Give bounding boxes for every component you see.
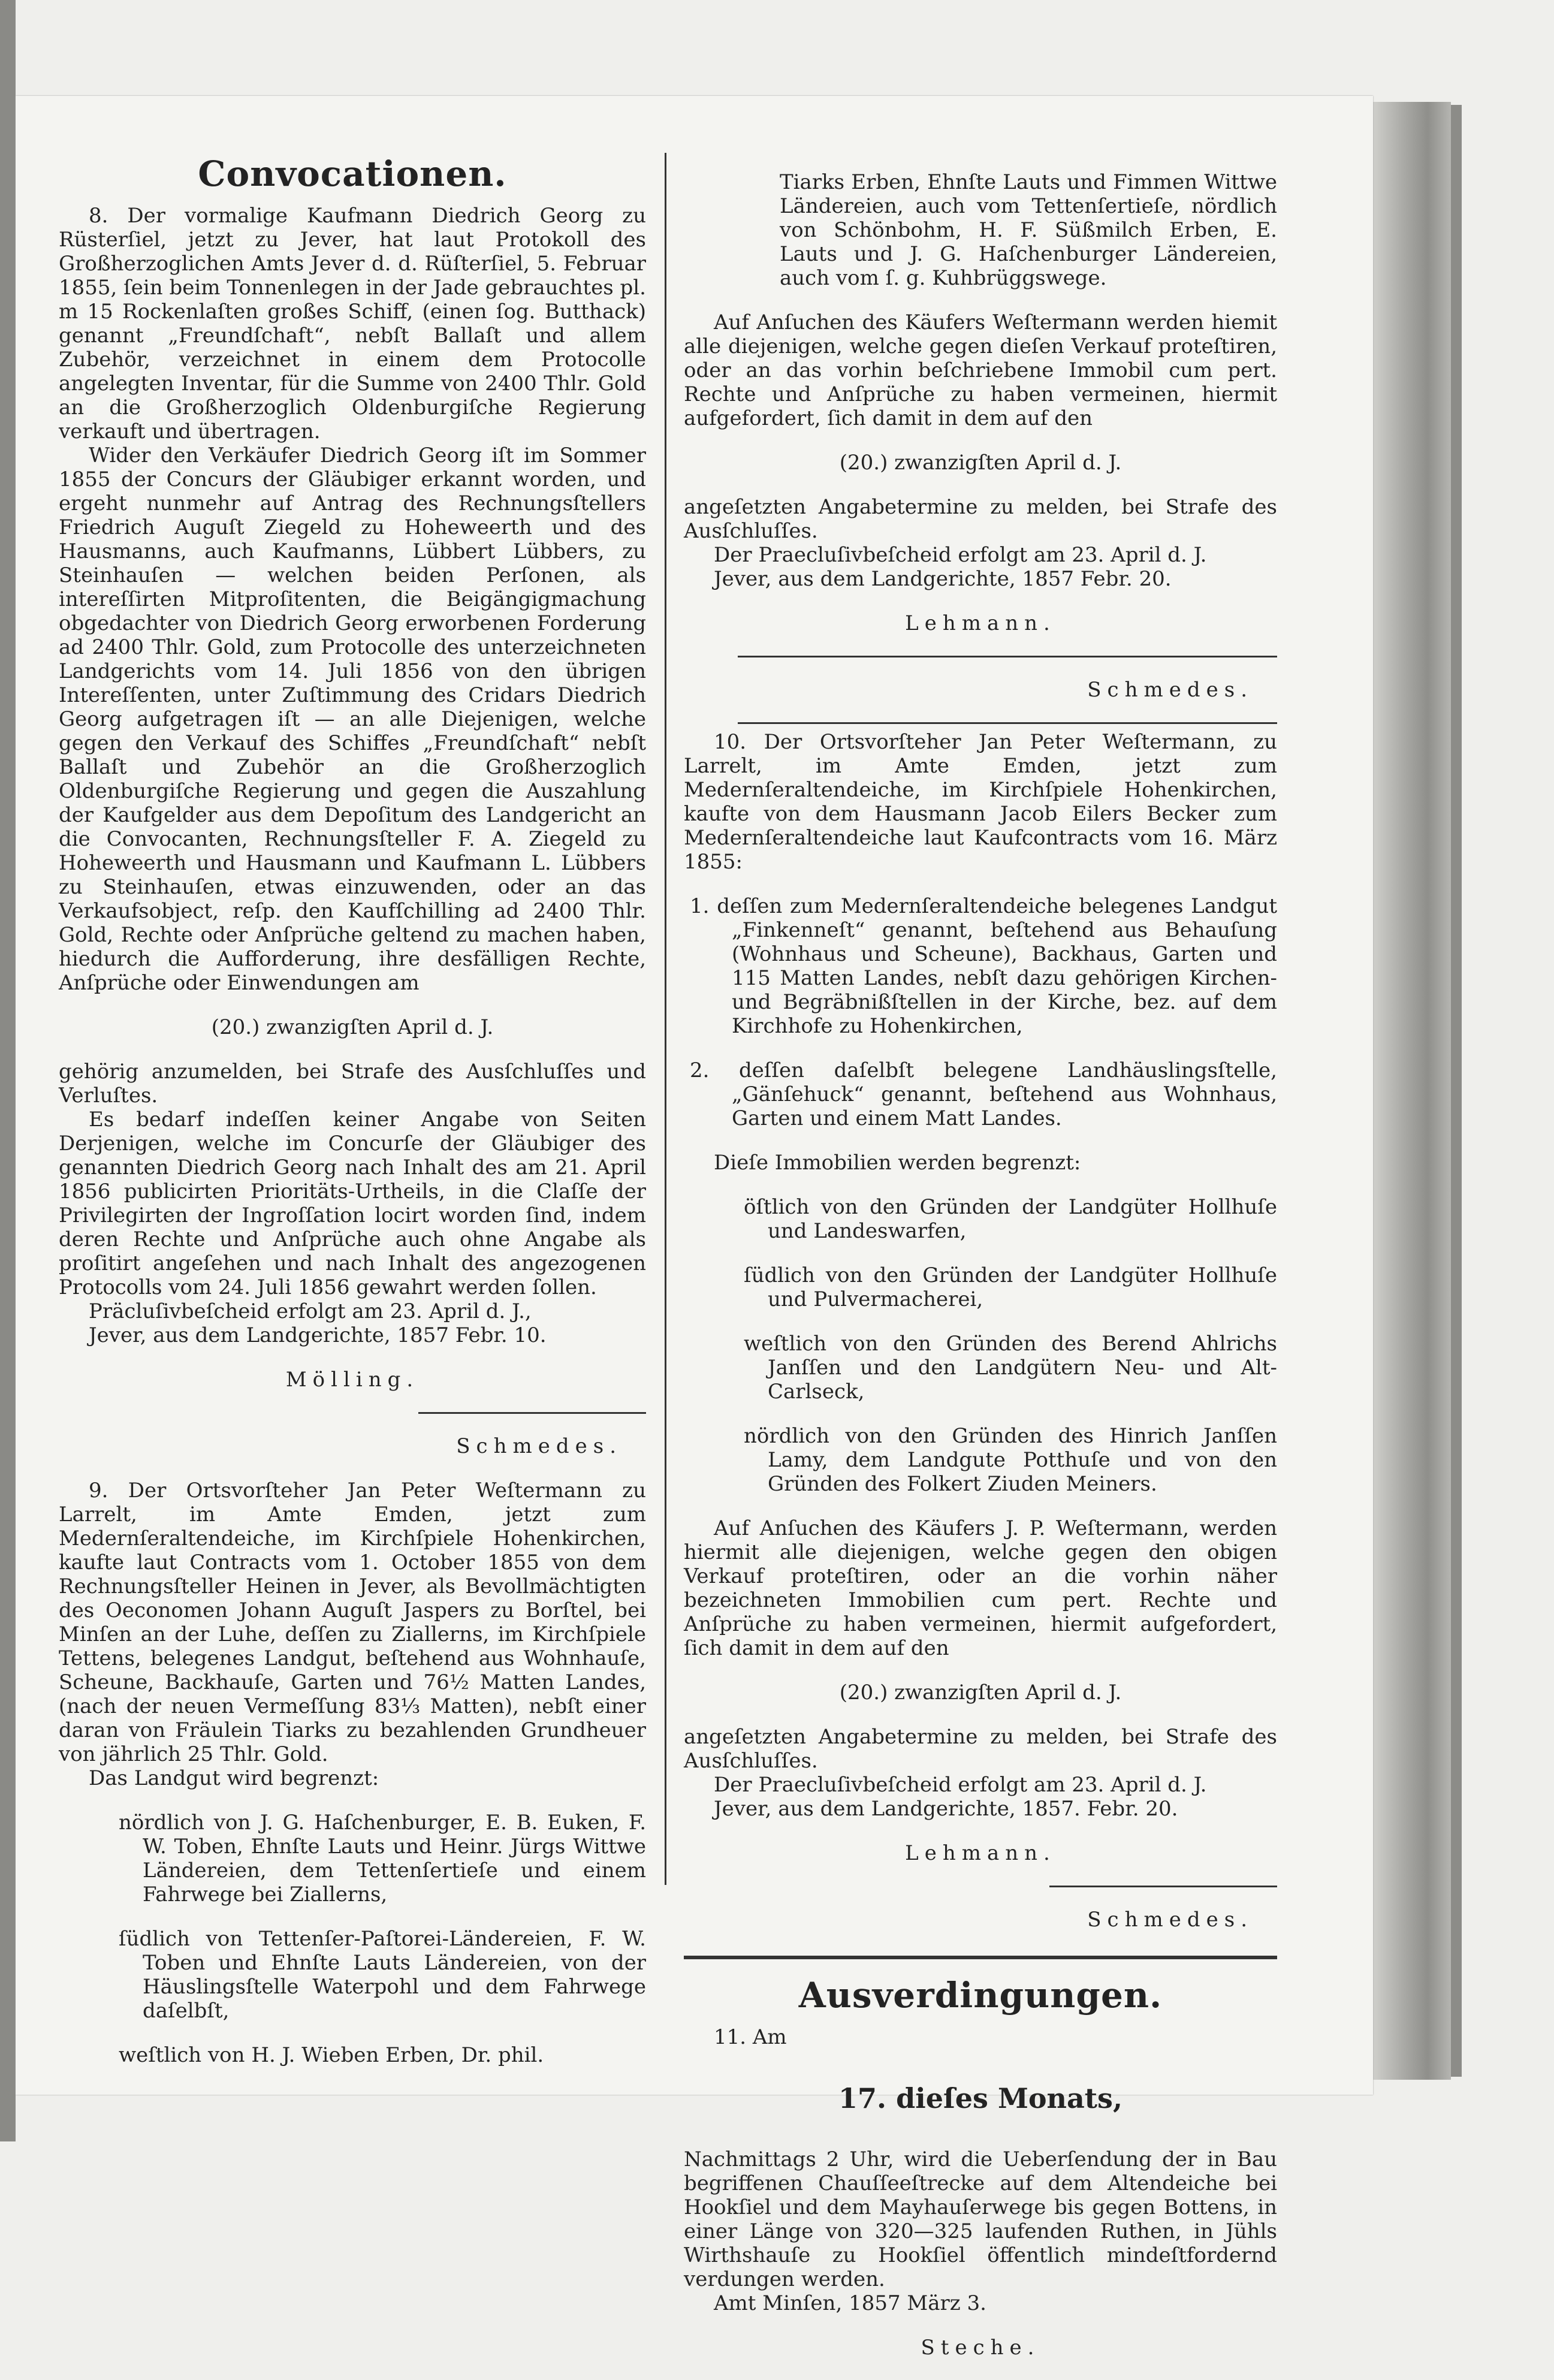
notice-9-date: (20.) zwanzigſten April d. J. bbox=[839, 451, 1122, 475]
book-binding bbox=[1373, 102, 1451, 2080]
notice-8-paragraph: Präcluſivbeſcheid erfolgt am 23. April d. J., bbox=[89, 1299, 532, 1323]
signature-rule bbox=[738, 656, 1277, 657]
section-heading-convocationen: Convocationen. bbox=[198, 153, 507, 194]
notice-11-paragraph: Nachmittags 2 Uhr, wird die Ueberſendung der in Bau begriffenen Chauſſeeſtrecke auf dem Altendeiche bei Hookſiel und dem Mayhauſerwege bis gegen Bottens, in einer Länge von 320—325 laufenden Ruthen, in Jühls Wirthshauſe zu Hookſiel öffentlich mindeſtfordernd verdungen werden. bbox=[684, 2147, 1277, 2291]
notice-10-date: (20.) zwanzigſten April d. J. bbox=[839, 1681, 1122, 1705]
notice-10-boundary: öſtlich von den Gründen der Landgüter Hollhuſe und Landeswarfen, bbox=[744, 1195, 1277, 1243]
scan-border bbox=[0, 0, 16, 2141]
column-divider bbox=[665, 153, 666, 1885]
notice-10-paragraph: Dieſe Immobilien werden begrenzt: bbox=[714, 1151, 1081, 1175]
notice-9-paragraph: Auf Anſuchen des Käufers Weſtermann werden hiemit alle diejenigen, welche gegen dieſen Verkauf proteſtiren, oder an das vorhin beſchriebene Immobil cum pert. Rechte und Anſprüche zu haben vermeinen, hiermit aufgefordert, ſich damit in dem auf den bbox=[684, 310, 1277, 430]
notice-9-boundary: nördlich von J. G. Haſchenburger, E. B. Euken, F. W. Toben, Ehnſte Lauts und Heinr. Jürgs Wittwe Ländereien, dem Tettenſertieſe und einem Fahrwege bei Ziallerns, bbox=[119, 1811, 646, 1907]
notice-9-paragraph: Der Praecluſivbeſcheid erfolgt am 23. April d. J. bbox=[714, 543, 1207, 567]
notice-8-signature: Mölling. bbox=[285, 1368, 420, 1392]
notice-8-paragraph: Es bedarf indeſſen keiner Angabe von Seiten Derjenigen, welche im Concurſe der Gläubiger des genannten Diedrich Georg nach Inhalt des am 21. April 1856 publicirten Prioritäts-Urtheils, in die Claſſe der Privilegirten der Ingroſſation locirt worden ſind, indem deren Rechte und Anſprüche auch ohne Angabe als proſitirt angeſehen und nach Inhalt des angezogenen Protocolls vom 24. Juli 1856 gewahrt werden ſollen. bbox=[59, 1108, 646, 1299]
notice-10-signature: Lehmann. bbox=[905, 1841, 1056, 1865]
notice-10-countersignature: Schmedes. bbox=[1087, 1908, 1253, 1932]
notice-8-date: (20.) zwanzigſten April d. J. bbox=[211, 1015, 494, 1039]
notice-9-paragraph: Das Landgut wird begrenzt: bbox=[89, 1766, 379, 1790]
notice-8-paragraph: Wider den Verkäufer Diedrich Georg iſt im Sommer 1855 der Concurs der Gläubiger erkannt worden, und ergeht nunmehr auf Antrag des Rechnungsſtellers Friedrich Auguſt Ziegeld zu Hoheweerth und des Hausmanns, auch Kaufmanns, Lübbert Lübbers, zu Steinhauſen — welchen beiden Perſonen, als intereſſirten Mitproſitenten, die Beigängigmachung obgedachter von Diedrich Georg erworbenen Forderung ad 2400 Thlr. Gold, zum Protocolle des unterzeichneten Landgerichts vom 14. Juli 1856 von den übrigen Intereſſenten, unter Zuſtimmung des Cridars Diedrich Georg aufgetragen iſt — an alle Diejenigen, welche gegen den Verkauf des Schiffes „Freundſchaft“ nebſt Ballaſt und Zubehör an die Großherzoglich Oldenburgiſche Regierung und gegen die Auszahlung der Kaufgelder aus dem Depoſitum des Landgericht an die Convocanten, Rechnungsſteller F. A. Ziegeld zu Hoheweerth und Hausmann und Kaufmann L. Lübbers zu Steinhauſen, etwas einzuwenden, oder an das Verkaufsobject, reſp. den Kaufſchilling ad 2400 Thlr. Gold, Rechte oder Anſprüche geltend zu machen haben, hiedurch die Aufforderung, ihre desfälligen Rechte, Anſprüche oder Einwendungen am bbox=[59, 444, 646, 995]
binding-edge bbox=[1451, 105, 1462, 2077]
notice-9-place-date: Jever, aus dem Landgerichte, 1857 Febr. 20. bbox=[714, 567, 1172, 591]
notice-11-signature: Steche. bbox=[921, 2336, 1040, 2360]
signature-rule bbox=[418, 1412, 646, 1414]
notice-10-paragraph: Auf Anſuchen des Käufers J. P. Weſtermann, werden hiermit alle diejenigen, welche gegen den obigen Verkauf proteſtiren, oder an die vorhin näher bezeichneten Immobilien cum pert. Rechte und Anſprüche zu haben vermeinen, hiermit aufgefordert, ſich damit in dem auf den bbox=[684, 1516, 1277, 1660]
section-rule bbox=[684, 1956, 1277, 1959]
right-column bbox=[684, 150, 1277, 2380]
notice-8-paragraph: 8. Der vormalige Kaufmann Diedrich Georg zu Rüsterſiel, jetzt zu Jever, hat laut Protokoll des Großherzoglichen Amts Jever d. d. Rüſterſiel, 5. Februar 1855, ſein beim Tonnenlegen in der Jade gebrauchtes pl. m 15 Rockenlaſten großes Schiff, (einen ſog. Butthack) genannt „Freundſchaft“, nebſt Ballaſt und allem Zubehör, verzeichnet in einem dem Protocolle angelegten Inventar, für die Summe von 2400 Thlr. Gold an die Großherzoglich Oldenburgiſche Regierung verkauft und übertragen. bbox=[59, 204, 646, 444]
notice-9-boundary: weſtlich von H. J. Wieben Erben, Dr. phil. bbox=[119, 2043, 544, 2067]
notice-8-place-date: Jever, aus dem Landgerichte, 1857 Febr. 10. bbox=[89, 1323, 547, 1347]
notice-10-item: 2. deſſen daſelbſt belegene Landhäuslingsſtelle, „Gänſehuck“ genannt, beſtehend aus Wohnhaus, Garten und einem Matt Landes. bbox=[690, 1058, 1277, 1130]
left-column bbox=[59, 150, 646, 2088]
notice-10-boundary: ſüdlich von den Gründen der Landgüter Hollhuſe und Pulvermacherei, bbox=[744, 1263, 1277, 1311]
notice-11-place-date: Amt Minſen, 1857 März 3. bbox=[714, 2291, 986, 2315]
section-heading-ausverdingungen: Ausverdingungen. bbox=[798, 1975, 1163, 2016]
signature-rule bbox=[738, 722, 1277, 724]
notice-10-paragraph: Der Praecluſivbeſcheid erfolgt am 23. April d. J. bbox=[714, 1773, 1207, 1797]
notice-8-paragraph: gehörig anzumelden, bei Strafe des Ausſchluſſes und Verluſtes. bbox=[59, 1060, 646, 1108]
notice-10-boundary: nördlich von den Gründen des Hinrich Janſſen Lamy, dem Landgute Potthuſe und von den Gründen des Folkert Ziuden Meiners. bbox=[744, 1424, 1277, 1496]
notice-10-paragraph: angeſetzten Angabetermine zu melden, bei Strafe des Ausſchluſſes. bbox=[684, 1725, 1277, 1773]
signature-rule bbox=[1049, 1886, 1277, 1887]
notice-8-countersignature: Schmedes. bbox=[456, 1434, 622, 1458]
notice-9-signature: Lehmann. bbox=[905, 611, 1056, 635]
notice-9-paragraph: angeſetzten Angabetermine zu melden, bei Strafe des Ausſchluſſes. bbox=[684, 495, 1277, 543]
notice-9-paragraph: 9. Der Ortsvorſteher Jan Peter Weſtermann zu Larrelt, im Amte Emden, jetzt zum Medernſeraltendeiche, im Kirchſpiele Hohenkirchen, kaufte laut Contracts vom 1. October 1855 von dem Rechnungsſteller Heinen in Jever, als Bevollmächtigten des Oeconomen Johann Auguſt Jaspers zu Borſtel, bei Minſen an der Luhe, deſſen zu Ziallerns, im Kirchſpiele Tettens, belegenes Landgut, beſtehend aus Wohnhauſe, Scheune, Backhauſe, Garten und 76½ Matten Landes, (nach der neuen Vermeſſung 83⅓ Matten), nebſt einer daran von Fräulein Tiarks zu bezahlenden Grundheuer von jährlich 25 Thlr. Gold. bbox=[59, 1479, 646, 1766]
notice-10-paragraph: 10. Der Ortsvorſteher Jan Peter Weſtermann, zu Larrelt, im Amte Emden, jetzt zum Medernſeraltendeiche, im Kirchſpiele Hohenkirchen, kaufte von dem Hausmann Jacob Eilers Becker zum Medernſeraltendeiche laut Kaufcontracts vom 16. März 1855: bbox=[684, 730, 1277, 874]
notice-11-date-emphasis: 17. dieſes Monats, bbox=[838, 2082, 1122, 2114]
notice-10-item: 1. deſſen zum Medernſeraltendeiche belegenes Landgut „Finkenneſt“ genannt, beſtehend aus Behauſung (Wohnhaus und Scheune), Backhaus, Garten und 115 Matten Landes, nebſt dazu gehörigen Kirchen- und Begräbnißſtellen in der Kirche, bez. auf dem Kirchhofe zu Hohenkirchen, bbox=[690, 894, 1277, 1038]
notice-9-boundary: Tiarks Erben, Ehnſte Lauts und Fimmen Wittwe Ländereien, auch vom Tettenſertieſe, nördlich von Schönbohm, H. F. Süßmilch Erben, E. Lauts und J. G. Haſchenburger Ländereien, auch vom ſ. g. Kuhbrüggswege. bbox=[780, 170, 1277, 290]
notice-10-boundary: weſtlich von den Gründen des Berend Ahlrichs Janſſen und den Landgütern Neu- und Alt-Carlseck, bbox=[744, 1332, 1277, 1404]
notice-9-boundary: ſüdlich von Tettenſer-Paſtorei-Ländereien, F. W. Toben und Ehnſte Lauts Ländereien, von der Häuslingsſtelle Waterpohl und dem Fahrwege daſelbſt, bbox=[119, 1927, 646, 2023]
notice-10-place-date: Jever, aus dem Landgerichte, 1857. Febr. 20. bbox=[714, 1797, 1178, 1821]
document-page bbox=[16, 96, 1373, 2360]
notice-11-paragraph: 11. Am bbox=[714, 2025, 787, 2049]
notice-9-countersignature: Schmedes. bbox=[1087, 678, 1253, 702]
